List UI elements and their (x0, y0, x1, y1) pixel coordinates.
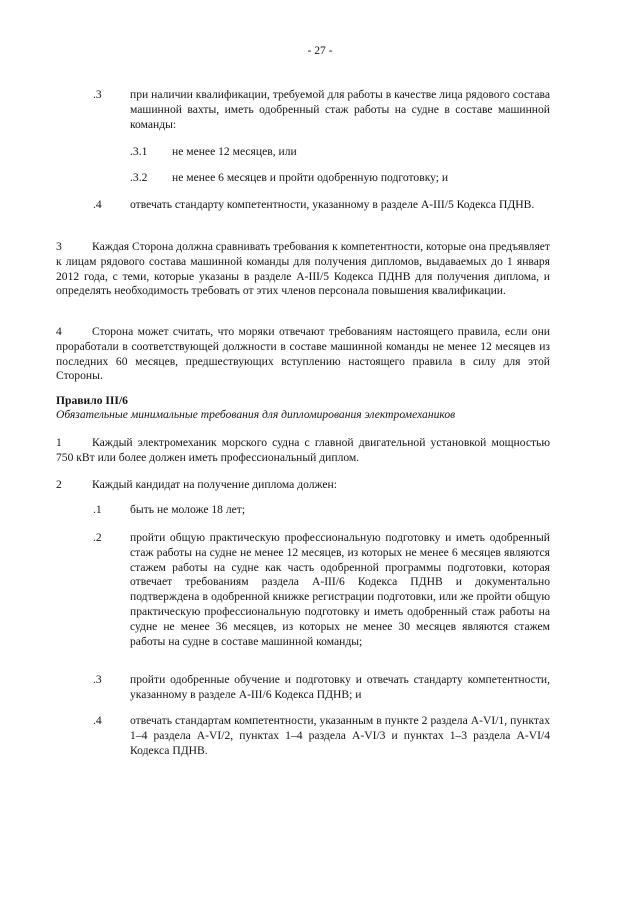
paragraph-number: 1 (56, 436, 62, 449)
item-text: отвечать стандарту компетентности, указанному в разделе A-III/5 Кодекса ПДНВ. (130, 198, 535, 211)
item-text: пройти общую практическую профессиональную подготовку и иметь одобренный стаж работы на судне не менее 12 месяцев, из которых не менее 6 месяцев являются стажем работы на судне как часть одобренной программы подготовки, которая отвечает требованиям раздела A-III/6 Кодекса ПДНВ и документально подтверждена в одобренной книжке регистрации подготовки, или же пройти общую практическую профессиональную подготовку и иметь одобренный стаж работы на судне не менее 36 месяцев, из которых не менее 30 месяцев являются стажем работы на судне в составе машинной команды; (130, 531, 550, 648)
item-number: .1 (93, 503, 102, 516)
paragraph-text: Каждый электромеханик морского судна с главной двигательной установкой мощностью 750 кВт или более должен иметь профессиональный диплом. (56, 436, 550, 464)
page-number: - 27 - (307, 44, 333, 57)
subitem-number: .3.2 (130, 171, 148, 184)
paragraph-3 (56, 240, 550, 299)
paragraph-4 (56, 325, 550, 384)
item-text: отвечать стандартам компетентности, указанным в пункте 2 раздела A-VI/1, пунктах 1–4 раздела A-VI/2, пунктах 1–4 раздела A-VI/3 и пунктах 1–3 раздела A-VI/4 Кодекса ПДНВ. (130, 714, 550, 757)
paragraph-text: Сторона может считать, что моряки отвечают требованиям настоящего правила, если они проработали в соответствующей должности в составе машинной команды не менее 12 месяцев из последних 60 месяцев, предшествующих вступлению настоящего правила в силу для этой Стороны. (56, 325, 550, 383)
item-number: .2 (93, 531, 102, 544)
paragraph-number: 2 (56, 478, 62, 491)
item-number: .4 (93, 714, 102, 727)
rule-subtitle: Обязательные минимальные требования для дипломирования электромехаников (56, 408, 456, 421)
subitem-number: .3.1 (130, 145, 148, 158)
paragraph-text: Каждая Сторона должна сравнивать требования к компетентности, которые она предъявляет к лицам рядового состава машинной команды для получения дипломов, выдаваемых до 1 января 2012 года, с теми, которые указаны в разделе A-III/5 Кодекса ПДНВ для получения диплома, и определять необходимость требовать от этих членов персонала повышения квалификации. (56, 240, 550, 298)
rule-paragraph-1 (56, 436, 550, 466)
subitem-text: не менее 12 месяцев, или (172, 145, 297, 158)
item-number: .3 (93, 673, 102, 686)
item-number: .4 (93, 198, 102, 211)
rule-paragraph-2: Каждый кандидат на получение диплома должен: (92, 478, 337, 491)
item-text: при наличии квалификации, требуемой для работы в качестве лица рядового состава машинной вахты, иметь одобренный стаж работы на судне в составе машинной команды: (130, 88, 550, 131)
item-number: .3 (93, 88, 102, 101)
subitem-text: не менее 6 месяцев и пройти одобренную подготовку; и (172, 171, 449, 184)
paragraph-number: 3 (56, 240, 62, 253)
paragraph-number: 4 (56, 325, 62, 338)
item-text: быть не моложе 18 лет; (130, 503, 246, 516)
item-text: пройти одобренные обучение и подготовку и отвечать стандарту компетентности, указанному в разделе A-III/6 Кодекса ПДНВ; и (130, 673, 550, 701)
rule-title: Правило III/6 (56, 394, 128, 407)
